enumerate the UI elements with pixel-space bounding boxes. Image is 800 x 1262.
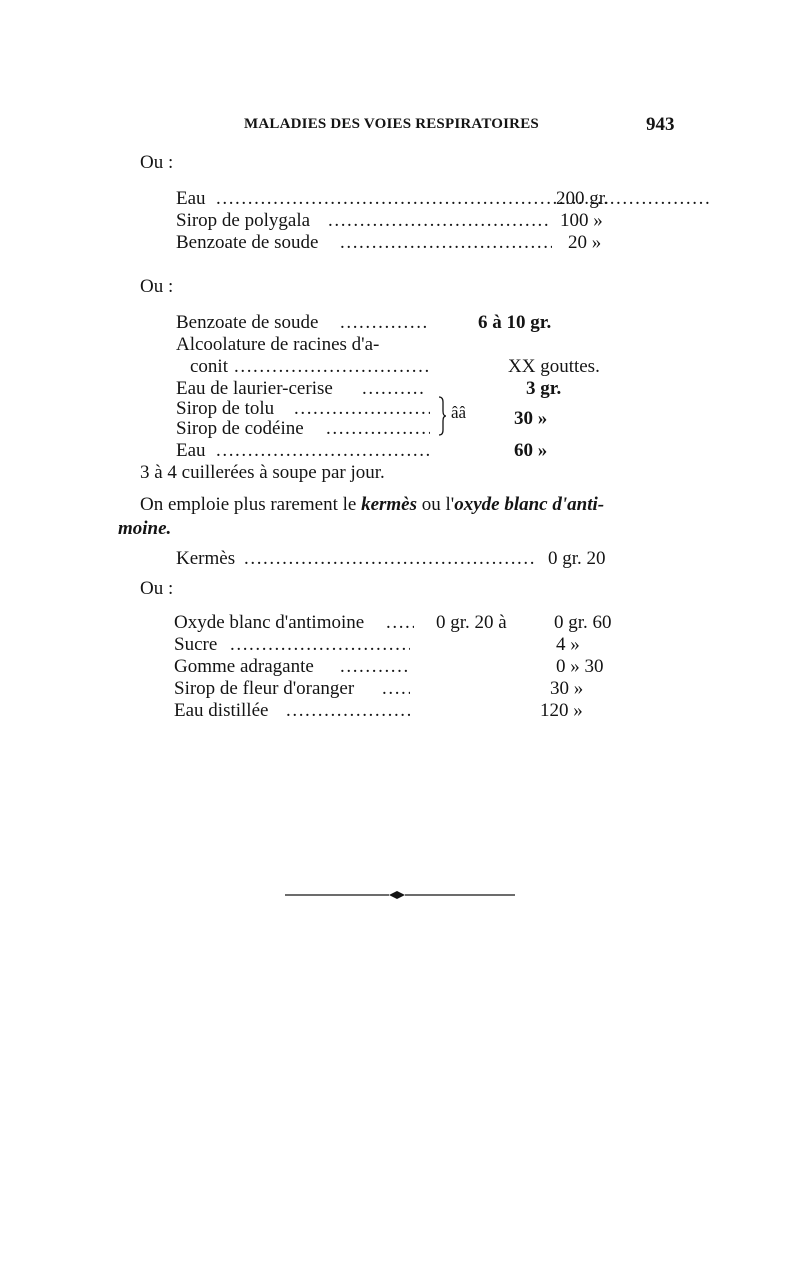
page-number: 943 xyxy=(646,114,675,135)
dosage-note: 3 à 4 cuillerées à soupe par jour. xyxy=(140,462,385,483)
ingredient-name: Kermès xyxy=(176,548,236,569)
leader-dots xyxy=(382,678,410,700)
ingredient-quantity: 20 » xyxy=(568,232,602,253)
leader-dots xyxy=(244,548,536,570)
ingredient-name: Eau xyxy=(176,440,206,461)
section2-intro: Ou : xyxy=(140,276,174,297)
ingredient-quantity: XX gouttes. xyxy=(508,356,600,377)
leader-dots xyxy=(234,356,428,378)
recipe-line xyxy=(176,232,626,254)
kermes-emphasis: kermès xyxy=(361,494,418,515)
ingredient-name: Oxyde blanc d'antimoine xyxy=(174,612,365,633)
leader-dots xyxy=(340,656,410,678)
recipe-line xyxy=(174,634,634,656)
ingredient-name: Sucre xyxy=(174,634,218,655)
leader-dots xyxy=(326,418,430,440)
ingredient-name: Sirop de polygala xyxy=(176,210,311,231)
leader-dots xyxy=(386,612,414,634)
ingredient-quantity: 0 gr. 20 xyxy=(548,548,606,569)
ingredient-range: 0 gr. 20 à xyxy=(436,612,507,633)
recipe-line xyxy=(176,188,626,210)
ingredient-name: Sirop de tolu xyxy=(176,398,275,419)
recipe-line xyxy=(176,334,596,356)
ingredient-name: Gomme adragante xyxy=(174,656,314,677)
recipe-line xyxy=(176,548,626,570)
ingredient-quantity: 3 gr. xyxy=(526,378,562,399)
ingredient-quantity: 0 gr. 60 xyxy=(554,612,612,633)
leader-dots xyxy=(216,188,712,210)
leader-dots xyxy=(340,312,426,334)
ingredient-quantity: 30 » xyxy=(514,408,548,429)
recipe-line xyxy=(174,656,634,678)
ingredient-quantity: 120 » xyxy=(540,700,583,721)
leader-dots xyxy=(328,210,548,232)
ingredient-name: Benzoate de soude xyxy=(176,232,319,253)
leader-dots xyxy=(362,378,426,400)
ingredient-name: Eau de laurier-cerise xyxy=(176,378,333,399)
leader-dots xyxy=(294,398,430,420)
ingredient-quantity: 30 » xyxy=(550,678,584,699)
recipe-line xyxy=(190,356,610,378)
brace-label: ââ xyxy=(451,403,467,422)
paragraph-line2: moine. xyxy=(118,518,172,539)
ingredient-name: Eau distillée xyxy=(174,700,269,721)
running-title: MALADIES DES VOIES RESPIRATOIRES xyxy=(244,116,539,132)
ingredient-name: Eau xyxy=(176,188,206,209)
recipe-line xyxy=(176,440,596,462)
ingredient-name: conit xyxy=(190,356,228,377)
ingredient-name: Sirop de fleur d'oranger xyxy=(174,678,355,699)
ingredient-name: Alcoolature de racines d'a- xyxy=(176,334,380,355)
leader-dots xyxy=(216,440,430,462)
curly-brace-icon xyxy=(437,396,447,436)
recipe-line xyxy=(176,210,626,232)
ingredient-quantity: 6 à 10 gr. xyxy=(478,312,552,333)
paragraph-text: ou l' xyxy=(417,494,455,515)
leader-dots xyxy=(286,700,410,722)
recipe-line xyxy=(174,700,634,722)
recipe-line xyxy=(176,378,596,400)
section4-intro: Ou : xyxy=(140,578,174,599)
ornamental-divider-icon xyxy=(285,890,515,900)
recipe-line xyxy=(174,612,634,634)
paragraph-text: On emploie plus rarement le xyxy=(140,494,362,515)
leader-dots xyxy=(340,232,552,254)
ingredient-quantity: 0 » 30 xyxy=(556,656,604,677)
ingredient-name: Benzoate de soude xyxy=(176,312,319,333)
ingredient-quantity: 100 » xyxy=(560,210,603,231)
recipe-line xyxy=(176,312,596,334)
page-header xyxy=(0,116,800,140)
recipe-line xyxy=(174,678,634,700)
oxyde-emphasis: oxyde blanc d'anti- xyxy=(454,494,605,515)
ingredient-quantity: 60 » xyxy=(514,440,548,461)
section1-intro: Ou : xyxy=(140,152,174,173)
ingredient-quantity: 4 » xyxy=(556,634,580,655)
leader-dots xyxy=(230,634,410,656)
ingredient-name: Sirop de codéine xyxy=(176,418,304,439)
paragraph-line1 xyxy=(140,494,604,516)
ingredient-quantity: 200 gr. xyxy=(556,188,609,209)
